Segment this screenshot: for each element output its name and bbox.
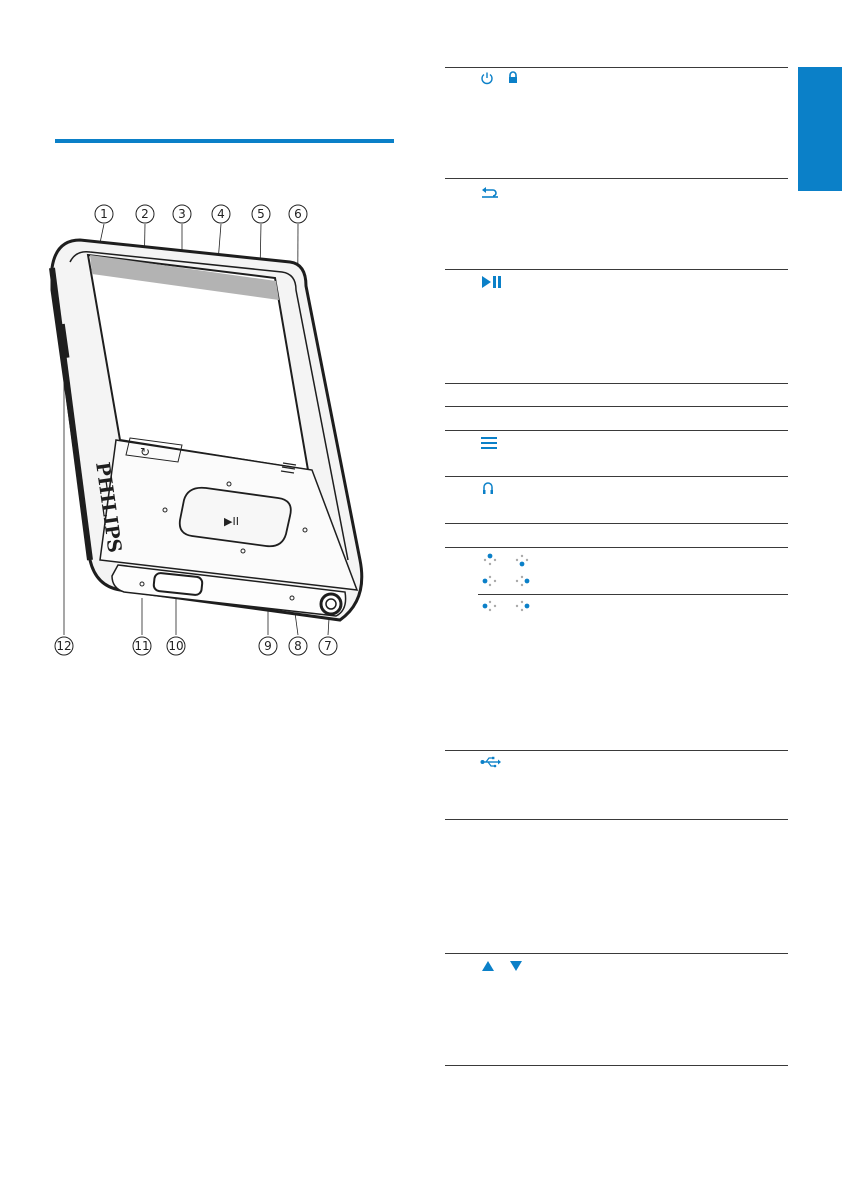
svg-text:6: 6 xyxy=(294,207,302,221)
svg-text:9: 9 xyxy=(264,639,272,653)
nav-down-icon xyxy=(514,553,530,567)
language-tab xyxy=(798,67,842,191)
nav-left-icon xyxy=(482,574,498,588)
table-rule xyxy=(445,178,788,179)
table-rule xyxy=(445,67,788,68)
svg-text:11: 11 xyxy=(134,639,150,653)
power-icon xyxy=(480,71,494,85)
svg-text:7: 7 xyxy=(324,639,332,653)
svg-text:3: 3 xyxy=(178,207,186,221)
table-rule xyxy=(445,819,788,820)
nav-right-icon xyxy=(514,574,530,588)
nav-right-icon xyxy=(514,599,530,613)
down-triangle-icon xyxy=(509,960,523,972)
callout-10 xyxy=(167,637,185,655)
up-triangle-icon xyxy=(481,960,495,972)
svg-text:▶II: ▶II xyxy=(224,515,239,528)
back-icon xyxy=(481,184,499,198)
svg-text:↻: ↻ xyxy=(140,445,151,459)
callout-9 xyxy=(259,637,277,655)
nav-left-icon xyxy=(482,599,498,613)
callout-11 xyxy=(133,637,151,655)
table-rule xyxy=(478,594,788,595)
table-rule xyxy=(445,547,788,548)
svg-text:5: 5 xyxy=(257,207,265,221)
callout-8 xyxy=(289,637,307,655)
usb-icon xyxy=(480,755,502,769)
table-rule xyxy=(445,430,788,431)
brand-logo: PHILIPS xyxy=(91,460,126,555)
lock-icon xyxy=(506,70,520,84)
callout-12 xyxy=(55,637,73,655)
callout-7 xyxy=(319,637,337,655)
menu-icon xyxy=(481,436,497,450)
callout-4 xyxy=(212,205,230,223)
nav-up-icon xyxy=(482,553,498,567)
callout-2 xyxy=(136,205,154,223)
svg-text:2: 2 xyxy=(141,207,149,221)
table-rule xyxy=(445,1065,788,1066)
player-body xyxy=(52,240,362,620)
svg-text:4: 4 xyxy=(217,207,225,221)
svg-text:12: 12 xyxy=(56,639,72,653)
table-rule xyxy=(445,406,788,407)
play-pause-icon xyxy=(481,275,503,289)
callout-5 xyxy=(252,205,270,223)
svg-text:1: 1 xyxy=(100,207,108,221)
table-rule xyxy=(445,953,788,954)
svg-text:8: 8 xyxy=(294,639,302,653)
callout-3 xyxy=(173,205,191,223)
callout-1 xyxy=(95,205,113,223)
svg-text:10: 10 xyxy=(168,639,184,653)
callout-6 xyxy=(289,205,307,223)
table-rule xyxy=(445,383,788,384)
table-rule xyxy=(445,476,788,477)
table-rule xyxy=(445,750,788,751)
table-rule xyxy=(445,523,788,524)
section-heading-rule xyxy=(55,139,394,143)
device-diagram xyxy=(40,200,380,660)
headphone-icon xyxy=(482,481,494,495)
table-rule xyxy=(445,269,788,270)
